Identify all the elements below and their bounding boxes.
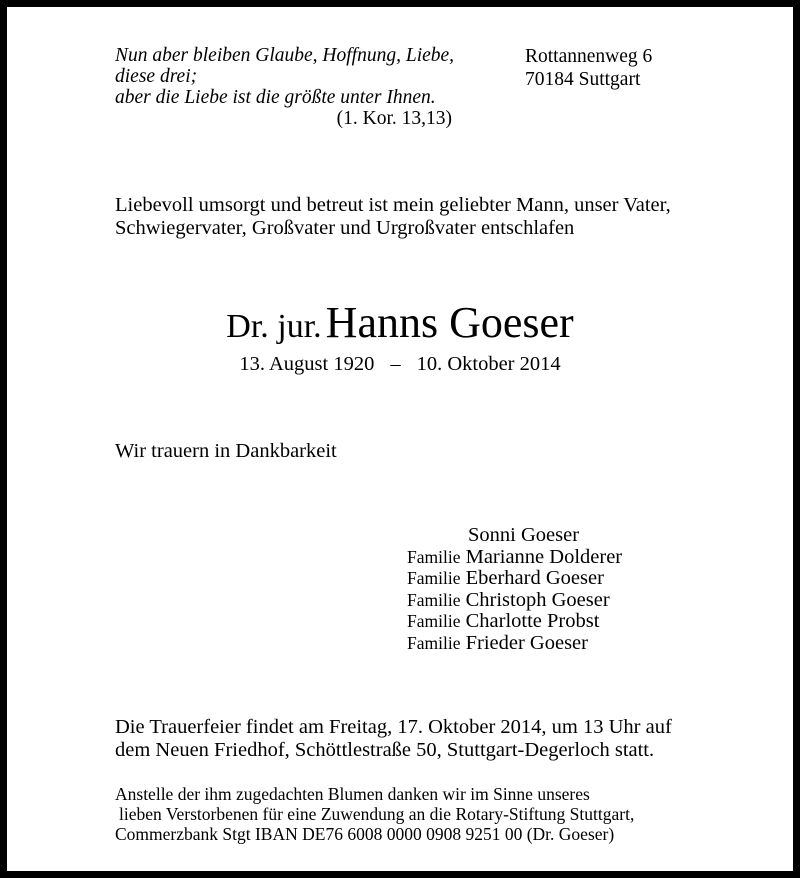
verse-line: Nun aber bleiben Glaube, Hoffnung, Liebe, bbox=[115, 45, 455, 66]
family-prefix: Familie bbox=[407, 632, 461, 653]
family-name: Marianne Dolderer bbox=[465, 545, 623, 568]
deceased-name bbox=[7, 298, 793, 347]
service-details bbox=[115, 716, 672, 762]
service-line: dem Neuen Friedhof, Schöttlestraße 50, Stuttgart-Degerloch statt. bbox=[115, 739, 655, 761]
mourning-line: Wir trauern in Dankbarkeit bbox=[115, 440, 337, 462]
verse-reference: (1. Kor. 13,13) bbox=[336, 108, 453, 129]
donation-note bbox=[115, 784, 634, 844]
family-prefix: Familie bbox=[407, 611, 461, 631]
family-entry bbox=[407, 633, 622, 655]
address-street: Rottannenweg 6 bbox=[525, 46, 653, 67]
family-name: Frieder Goeser bbox=[465, 631, 588, 654]
address-city: 70184 Suttgart bbox=[525, 69, 641, 90]
intro-line: Schwiegervater, Großvater und Urgroßvater entschlafen bbox=[115, 217, 575, 239]
date-separator: – bbox=[390, 353, 401, 375]
family-name: Christoph Goeser bbox=[465, 588, 610, 611]
donation-line: lieben Verstorbenen für eine Zuwendung an die Rotary-Stiftung Stuttgart, bbox=[119, 804, 635, 824]
family-prefix: Familie bbox=[407, 546, 461, 567]
family-entry bbox=[407, 547, 622, 569]
family-entry bbox=[407, 590, 622, 612]
verse-line: diese drei; bbox=[115, 66, 198, 87]
mourners-list bbox=[407, 525, 622, 654]
death-date: 10. Oktober 2014 bbox=[416, 353, 561, 375]
family-entry bbox=[407, 568, 622, 590]
birth-date: 13. August 1920 bbox=[239, 353, 375, 375]
bible-verse bbox=[115, 45, 454, 129]
donation-line: Anstelle der ihm zugedachten Blumen danken wir im Sinne unseres bbox=[115, 784, 590, 804]
family-name: Eberhard Goeser bbox=[465, 567, 604, 589]
name-main: Hanns Goeser bbox=[325, 298, 574, 347]
family-prefix: Familie bbox=[407, 568, 461, 588]
family-entry bbox=[407, 611, 622, 633]
family-prefix: Familie bbox=[407, 589, 461, 610]
family-name: Charlotte Probst bbox=[465, 610, 600, 632]
donation-line: Commerzbank Stgt IBAN DE76 6008 0000 0908 9251 00 (Dr. Goeser) bbox=[115, 824, 615, 844]
service-line: Die Trauerfeier findet am Freitag, 17. Oktober 2014, um 13 Uhr auf bbox=[115, 716, 672, 738]
intro-text bbox=[115, 194, 671, 240]
life-dates bbox=[7, 353, 793, 376]
verse-line: aber die Liebe ist die größte unter Ihnen. bbox=[115, 87, 436, 108]
address bbox=[525, 45, 652, 91]
intro-line: Liebevoll umsorgt und betreut ist mein geliebter Mann, unser Vater, bbox=[115, 194, 671, 216]
name-prefix: Dr. jur. bbox=[226, 308, 322, 345]
spouse-name: Sonni Goeser bbox=[468, 524, 580, 546]
